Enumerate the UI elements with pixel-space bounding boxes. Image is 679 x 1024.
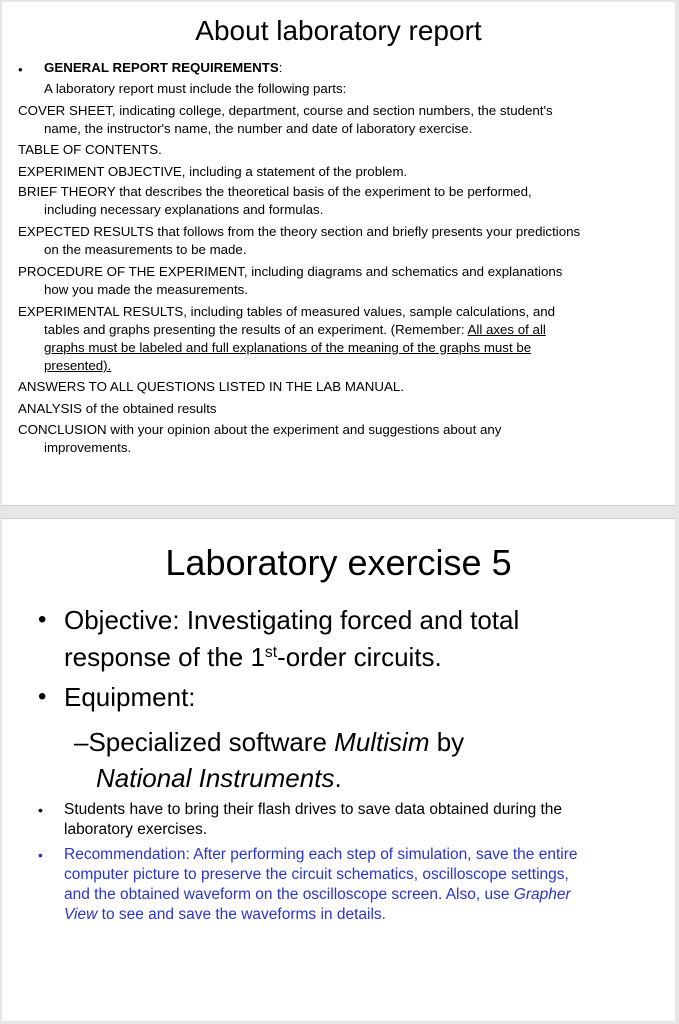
bullet-dot: • [18,62,23,77]
software-line-1 [74,724,464,760]
recommendation-line-4-text: to see and save the waveforms in details. [97,906,386,923]
results-line-3: graphs must be labeled and full explanations of the meaning of the graphs must be [44,340,532,355]
bullet-dot: • [38,606,47,633]
slide-title: About laboratory report [195,15,482,46]
results-line-2 [44,322,546,338]
software-name: Multisim [334,727,430,757]
slide-about-report [2,2,675,506]
slide-lab-exercise [2,518,675,1021]
superscript-st: st [264,644,278,661]
recommendation-line-1: Recommendation: After performing each step of simulation, save the entire [64,846,578,863]
equipment-line: Equipment: [64,682,196,712]
conclusion-line-2: improvements. [44,440,132,455]
view-word: View [64,906,98,923]
objective-line-2-end: -order circuits. [277,642,442,672]
results-line-2-underlined: All axes of all [467,322,546,337]
expected-line-1: EXPECTED RESULTS that follows from the theory section and briefly presents your predictions [18,224,581,239]
period: . [334,763,342,793]
bullet-dot: • [38,847,43,863]
theory-line-1: BRIEF THEORY that describes the theoretical basis of the experiment to be performed, [18,184,532,199]
recommendation-line-3 [64,885,571,905]
objective-line-2 [64,639,442,675]
results-line-1: EXPERIMENTAL RESULTS, including tables of measured values, sample calculations, and [18,304,556,319]
results-line-2-text: tables and graphs presenting the results of an experiment. (Remember: [44,322,468,337]
software-line-2 [96,760,342,796]
heading-colon: : [278,60,283,75]
analysis-line: ANALYSIS of the obtained results [18,401,217,416]
dash-marker: – [74,727,89,757]
results-line-4: presented). [44,358,112,373]
toc-line: TABLE OF CONTENTS. [18,142,162,157]
software-by: by [429,727,465,757]
expected-line-2: on the measurements to be made. [44,242,247,257]
procedure-line-2: how you made the measurements. [44,282,248,297]
cover-line-2: name, the instructor's name, the number and date of laboratory exercise. [44,121,473,136]
grapher-word: Grapher [513,886,571,903]
slide-title: Laboratory exercise 5 [165,542,512,583]
procedure-line-1: PROCEDURE OF THE EXPERIMENT, including diagrams and schematics and explanations [18,264,563,279]
software-text: Specialized software [88,727,335,757]
intro-text: A laboratory report must include the following parts: [44,81,347,96]
cover-line-1: COVER SHEET, indicating college, department, course and section numbers, the student's [18,103,553,118]
objective-line: EXPERIMENT OBJECTIVE, including a statement of the problem. [18,164,408,179]
answers-line: ANSWERS TO ALL QUESTIONS LISTED IN THE LAB MANUAL. [18,379,404,394]
conclusion-line-1: CONCLUSION with your opinion about the experiment and suggestions about any [18,422,502,437]
recommendation-line-4 [64,905,386,925]
requirements-heading-text: GENERAL REPORT REQUIREMENTS [44,60,279,75]
students-line-2: laboratory exercises. [64,821,208,838]
requirements-heading [44,60,282,76]
objective-line-1: Objective: Investigating forced and total [64,605,520,635]
theory-line-2: including necessary explanations and formulas. [44,202,324,217]
recommendation-line-2: computer picture to preserve the circuit schematics, oscilloscope settings, [64,866,569,883]
objective-line-2-text: response of the 1 [64,642,265,672]
bullet-dot: • [38,802,43,818]
students-line-1: Students have to bring their flash drives to save data obtained during the [64,801,563,818]
vendor-name: National Instruments [96,763,335,793]
recommendation-line-3-text: and the obtained waveform on the oscilloscope screen. Also, use [64,886,514,903]
bullet-dot: • [38,683,47,710]
